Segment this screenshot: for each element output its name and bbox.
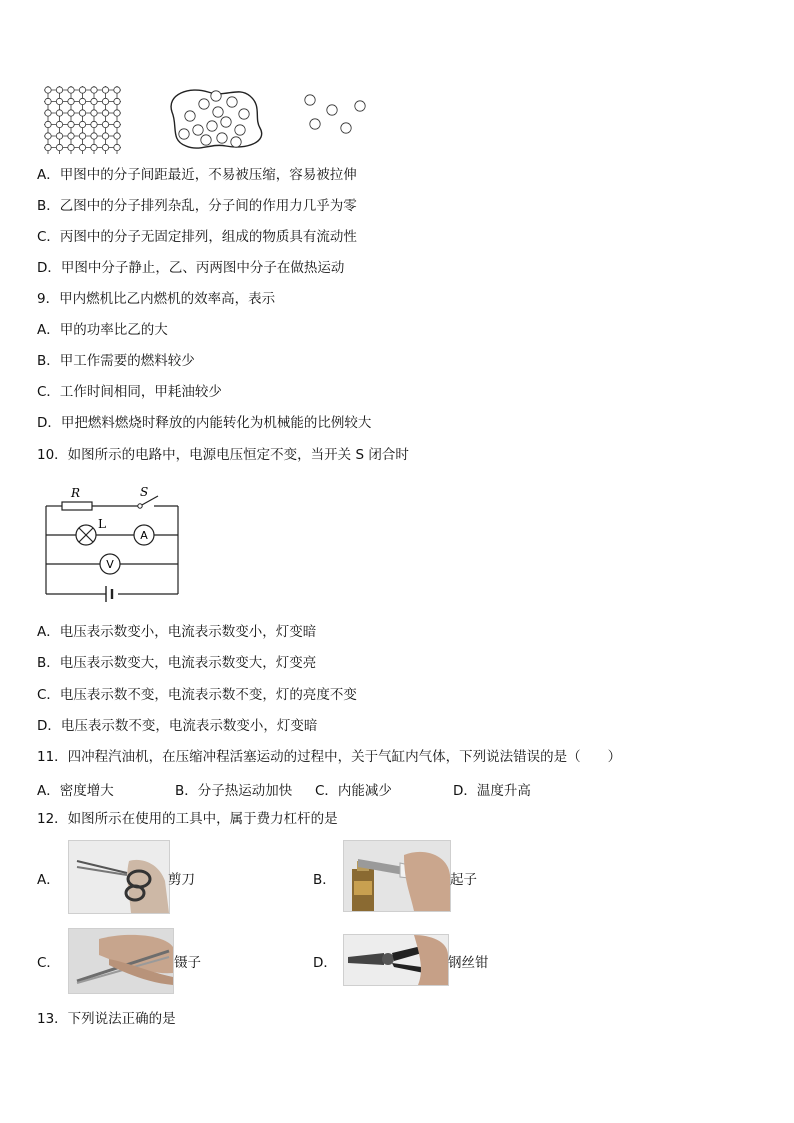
solid-molecule [45,121,51,127]
ammeter-label: A [140,529,148,542]
liquid-molecule [213,107,223,117]
liquid-molecule [207,121,217,131]
q12-option-a-tool: 剪刀 [168,872,195,888]
liquid-molecules-figure [171,90,262,148]
liquid-molecule [239,109,249,119]
solid-molecule [68,98,74,104]
solid-molecule [102,87,108,93]
solid-molecule [45,98,51,104]
q12-stem: 12．如图所示在使用的工具中，属于费力杠杆的是 [37,811,338,827]
solid-molecule [114,98,120,104]
solid-molecule [56,121,62,127]
solid-molecule [79,87,85,93]
gas-molecule [327,105,337,115]
solid-molecule [68,110,74,116]
solid-molecule [91,144,97,150]
solid-molecule [45,87,51,93]
solid-molecule [79,144,85,150]
q10-option-c: C．电压表示数不变，电流表示数不变，灯的亮度不变 [37,687,357,703]
solid-molecule [91,87,97,93]
q12-option-d-tool: 钢丝钳 [448,955,489,971]
resistor-symbol [62,502,92,510]
solid-molecule [79,133,85,139]
q8-option-c: C．丙图中的分子无固定排列，组成的物质具有流动性 [37,229,357,245]
liquid-molecule [193,125,203,135]
solid-molecule [91,110,97,116]
gas-molecule [341,123,351,133]
solid-molecule [114,144,120,150]
solid-molecule [102,144,108,150]
solid-molecule [56,110,62,116]
q9-option-a: A．甲的功率比乙的大 [37,322,168,338]
solid-molecule [45,144,51,150]
q12-option-a-letter: A． [37,872,60,888]
solid-molecule [114,110,120,116]
solid-molecule [68,133,74,139]
molecule-diagrams [40,82,380,154]
q10-option-b: B．电压表示数变大，电流表示数变大，灯变亮 [37,655,317,671]
liquid-molecule [211,91,221,101]
pliers-photo [343,934,449,986]
solid-molecule [56,87,62,93]
tweezers-photo [68,928,174,994]
q11-stem: 11．四冲程汽油机，在压缩冲程活塞运动的过程中，关于气缸内气体，下列说法错误的是（ ） [37,749,622,765]
solid-molecule [114,133,120,139]
switch-label: S [140,485,149,499]
solid-molecule [68,144,74,150]
q9-option-b: B．甲工作需要的燃料较少 [37,353,195,369]
q12-option-b-tool: 起子 [450,872,477,888]
q11-option-d: D．温度升高 [453,783,531,799]
resistor-label: R [71,486,81,500]
q12-option-b-letter: B． [313,872,336,888]
solid-lattice-figure [44,86,121,154]
q10-option-a: A．电压表示数变小，电流表示数变小，灯变暗 [37,624,317,640]
q9-stem: 9．甲内燃机比乙内燃机的效率高，表示 [37,291,276,307]
solid-molecule [91,133,97,139]
solid-molecule [45,133,51,139]
solid-molecule [114,87,120,93]
gas-molecule [310,119,320,129]
scissors-photo [68,840,170,914]
q12-option-d-letter: D． [313,955,337,971]
solid-molecule [56,144,62,150]
lamp-label: L [98,517,106,531]
liquid-molecule [227,97,237,107]
q8-option-d: D．甲图中分子静止，乙、丙两图中分子在做热运动 [37,260,345,276]
solid-molecule [68,121,74,127]
liquid-molecule [235,125,245,135]
liquid-molecule [231,137,241,147]
liquid-molecule [201,135,211,145]
gas-molecules-figure [305,95,365,133]
q12-option-c-tool: 镊子 [174,955,201,971]
solid-molecule [68,87,74,93]
liquid-molecule [199,99,209,109]
q9-option-c: C．工作时间相同，甲耗油较少 [37,384,222,400]
q12-option-c-letter: C． [37,955,60,971]
solid-molecule [102,110,108,116]
q10-stem: 10．如图所示的电路中，电源电压恒定不变，当开关 S 闭合时 [37,447,409,463]
liquid-molecule [221,117,231,127]
q8-option-a: A．甲图中的分子间距最近，不易被压缩，容易被拉伸 [37,167,357,183]
gas-molecule [355,101,365,111]
q11-option-c: C．内能减少 [315,783,392,799]
solid-molecule [114,121,120,127]
solid-molecule [102,98,108,104]
solid-molecule [56,133,62,139]
solid-molecule [45,110,51,116]
solid-molecule [91,121,97,127]
gas-molecule [305,95,315,105]
bottle-opener-photo [343,840,451,912]
solid-molecule [102,121,108,127]
voltmeter-label: V [106,558,114,571]
q8-option-b: B．乙图中的分子排列杂乱，分子间的作用力几乎为零 [37,198,357,214]
solid-molecule [79,121,85,127]
solid-molecule [91,98,97,104]
solid-molecule [56,98,62,104]
circuit-diagram [40,484,190,606]
liquid-molecule [217,133,227,143]
q11-option-a: A．密度增大 [37,783,114,799]
solid-molecule [79,98,85,104]
q13-stem: 13．下列说法正确的是 [37,1011,176,1027]
solid-molecule [102,133,108,139]
q10-option-d: D．电压表示数不变，电流表示数变小，灯变暗 [37,718,318,734]
q9-option-d: D．甲把燃料燃烧时释放的内能转化为机械能的比例较大 [37,415,372,431]
q11-option-b: B．分子热运动加快 [175,783,293,799]
liquid-molecule [179,129,189,139]
solid-molecule [79,110,85,116]
liquid-molecule [185,111,195,121]
